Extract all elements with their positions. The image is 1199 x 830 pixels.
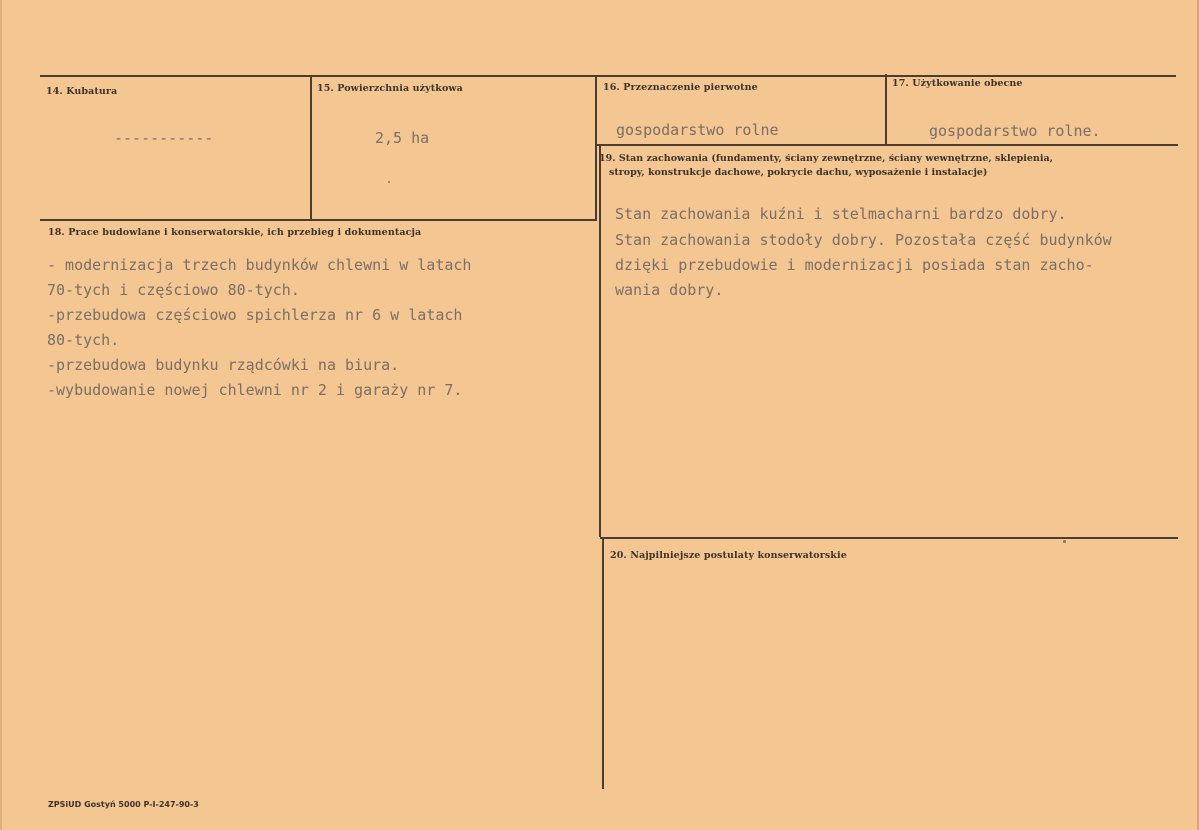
field-17-label: 17. Użytkowanie obecne: [892, 78, 1023, 89]
field-14-value: -----------: [114, 129, 214, 147]
field-19-label-line1: 19. Stan zachowania (fundamenty, ściany zewnętrzne, ściany wewnętrzne, sklepienia,: [599, 153, 1053, 164]
field-17-value: gospodarstwo rolne.: [929, 122, 1101, 140]
divider-16-17: [885, 74, 887, 145]
field-18-label: 18. Prace budowlane i konserwatorskie, ich przebieg i dokumentacja: [48, 227, 422, 238]
field-19-line: dzięki przebudowie i modernizacji posiada stan zacho-: [615, 256, 1094, 274]
field-16-label: 16. Przeznaczenie pierwotne: [603, 82, 758, 93]
field-19-line: Stan zachowania kuźni i stelmacharni bardzo dobry.: [615, 205, 1067, 223]
divider-18-20: [602, 537, 604, 789]
field-18-line: -przebudowa częściowo spichlerza nr 6 w latach: [47, 306, 463, 324]
field-14-label: 14. Kubatura: [46, 86, 118, 97]
field-18-line: - modernizacja trzech budynków chlewni w latach: [47, 256, 472, 274]
rule-under-19: [600, 537, 1178, 539]
field-15-label: 15. Powierzchnia użytkowa: [317, 83, 463, 94]
field-18-line: 80-tych.: [47, 331, 120, 349]
field-20-label: 20. Najpilniejsze postulaty konserwatorskie: [610, 550, 847, 561]
rule-under-14-15: [40, 219, 597, 221]
divider-15-16: [595, 76, 597, 220]
field-18-line: -wybudowanie nowej chlewni nr 2 i garaży nr 7.: [47, 381, 463, 399]
field-19-label-line2: stropy, konstrukcje dachowe, pokrycie dachu, wyposażenie i instalacje): [609, 167, 988, 178]
field-18-line: 70-tych i częściowo 80-tych.: [47, 281, 300, 299]
field-19-line: Stan zachowania stodoły dobry. Pozostała część budynków: [615, 231, 1112, 249]
paper-speck: [1063, 540, 1066, 543]
field-16-value: gospodarstwo rolne: [616, 121, 779, 139]
field-15-value: 2,5 ha: [375, 129, 430, 147]
divider-18-19: [599, 145, 601, 537]
printer-imprint: ZPSiUD Gostyń 5000 P-I-247-90-3: [48, 800, 199, 809]
field-18-line: -przebudowa budynku rządcówki na biura.: [47, 356, 400, 374]
divider-14-15: [310, 76, 312, 220]
field-19-line: wania dobry.: [615, 281, 724, 299]
paper-speck: [388, 181, 390, 183]
rule-under-16-17: [596, 144, 1178, 146]
top-rule: [40, 75, 1176, 77]
